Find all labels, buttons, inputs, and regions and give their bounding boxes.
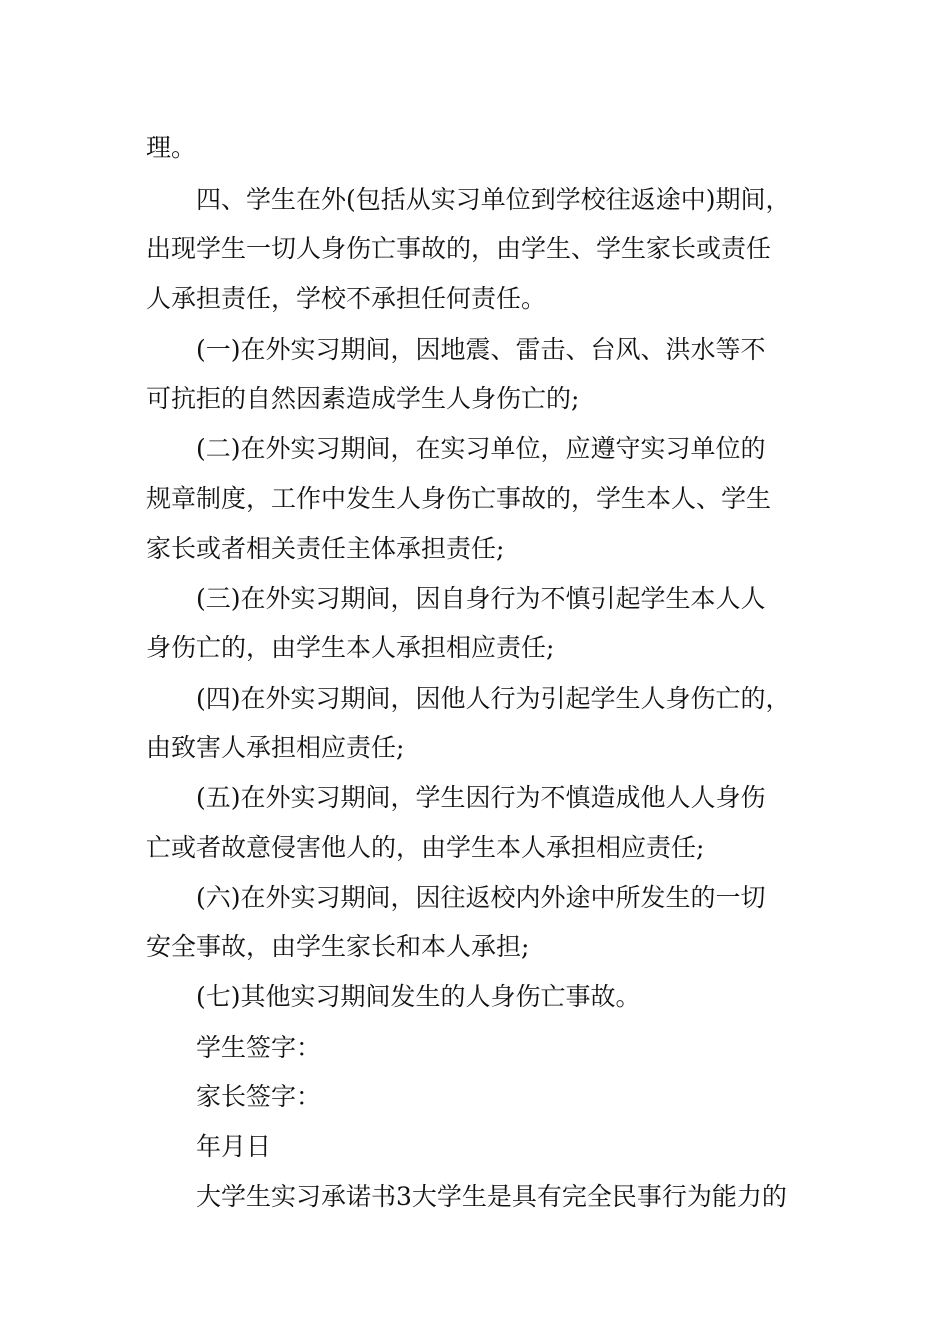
- text-line: 家长或者相关责任主体承担责任;: [146, 534, 505, 563]
- text-line: 人承担责任，学校不承担任何责任。: [146, 284, 547, 313]
- date-label: 年月日: [196, 1132, 272, 1161]
- text-line: 安全事故，由学生家长和本人承担;: [146, 932, 530, 961]
- text-line: 规章制度，工作中发生人身伤亡事故的，学生本人、学生: [146, 484, 772, 513]
- text-line: 由致害人承担相应责任;: [146, 733, 405, 762]
- text-line: (三)在外实习期间，因自身行为不慎引起学生本人人: [196, 584, 766, 613]
- text-line: (四)在外实习期间，因他人行为引起学生人身伤亡的，: [196, 684, 791, 713]
- text-line: 大学生实习承诺书3大学生是具有完全民事行为能力的: [196, 1182, 787, 1211]
- text-line: 亡或者故意侵害他人的，由学生本人承担相应责任;: [146, 833, 705, 862]
- text-line: 理。: [146, 133, 197, 162]
- text-line: 可抗拒的自然因素造成学生人身伤亡的;: [146, 384, 580, 413]
- text-line: 四、学生在外(包括从实习单位到学校往返途中)期间，: [196, 185, 791, 214]
- text-line: (一)在外实习期间，因地震、雷击、台风、洪水等不: [196, 335, 766, 364]
- student-signature-label: 学生签字：: [196, 1033, 322, 1062]
- text-line: (二)在外实习期间，在实习单位，应遵守实习单位的: [196, 434, 766, 463]
- text-line: (六)在外实习期间，因往返校内外途中所发生的一切: [196, 883, 766, 912]
- text-line: (七)其他实习期间发生的人身伤亡事故。: [196, 982, 641, 1011]
- text-line: 出现学生一切人身伤亡事故的，由学生、学生家长或责任: [146, 234, 772, 263]
- parent-signature-label: 家长签字：: [196, 1082, 322, 1111]
- text-line: 身伤亡的，由学生本人承担相应责任;: [146, 633, 555, 662]
- text-line: (五)在外实习期间，学生因行为不慎造成他人人身伤: [196, 783, 766, 812]
